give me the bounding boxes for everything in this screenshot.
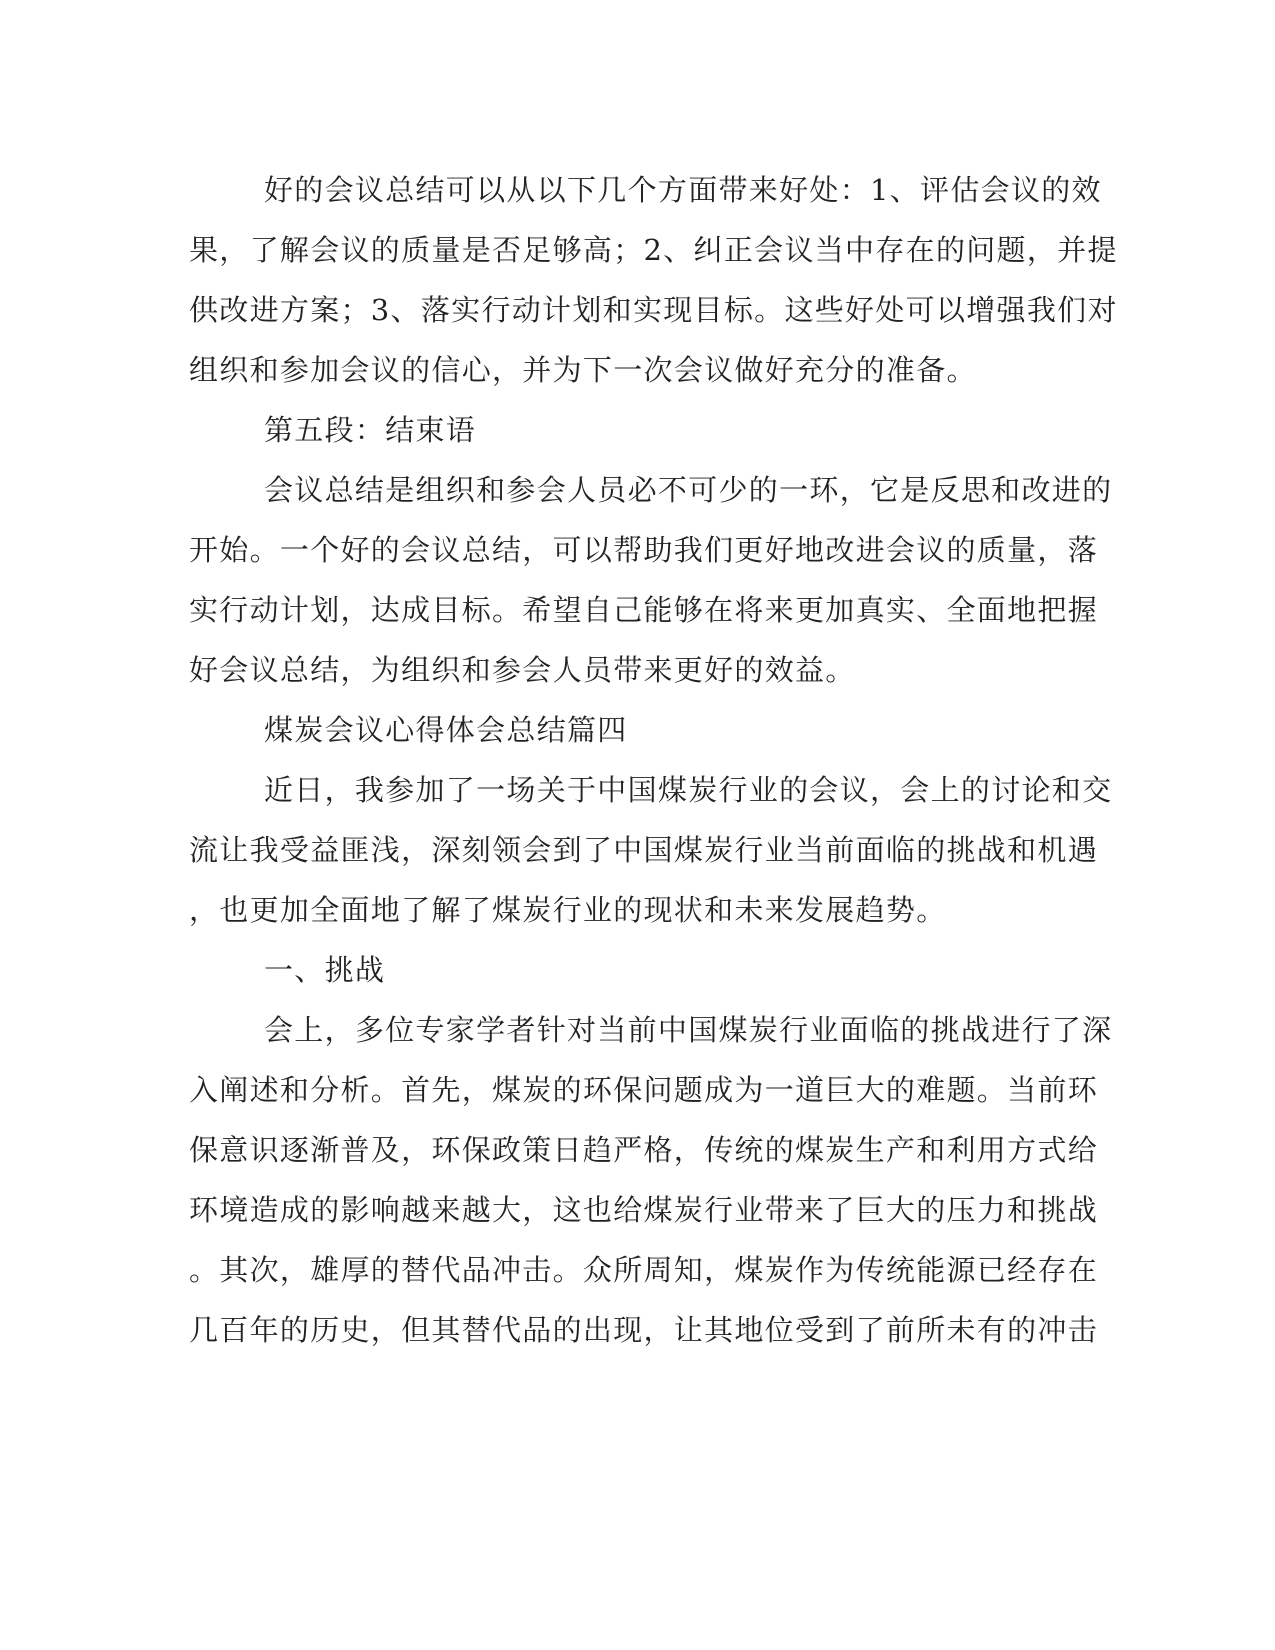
text-line: 入阐述和分析。首先，煤炭的环保问题成为一道巨大的难题。当前环 <box>189 1073 1099 1107</box>
text-line: 几百年的历史，但其替代品的出现，让其地位受到了前所未有的冲击 <box>189 1313 1099 1347</box>
section-heading-text: 一、挑战 <box>264 953 386 987</box>
section-heading-text: 第五段：结束语 <box>264 413 477 447</box>
text-line: 会上，多位专家学者针对当前中国煤炭行业面临的挑战进行了深 <box>264 1013 1113 1047</box>
text-line: 果，了解会议的质量是否足够高；2、纠正会议当中存在的问题，并提 <box>189 233 1118 267</box>
text-line: 好的会议总结可以从以下几个方面带来好处：1、评估会议的效 <box>264 173 1102 207</box>
text-line: ，也更加全面地了解了煤炭行业的现状和未来发展趋势。 <box>189 893 947 927</box>
text-line: 好会议总结，为组织和参会人员带来更好的效益。 <box>189 653 856 687</box>
paragraph-benefits <box>189 160 1118 400</box>
article-title <box>189 700 1089 760</box>
paragraph-challenge <box>189 1000 1113 1360</box>
text-line: 开始。一个好的会议总结，可以帮助我们更好地改进会议的质量，落 <box>189 533 1099 567</box>
text-line: 近日，我参加了一场关于中国煤炭行业的会议，会上的讨论和交 <box>264 773 1113 807</box>
text-line: 。其次，雄厚的替代品冲击。众所周知，煤炭作为传统能源已经存在 <box>189 1253 1099 1287</box>
article-title-text: 煤炭会议心得体会总结篇四 <box>264 713 628 747</box>
text-line: 流让我受益匪浅，深刻领会到了中国煤炭行业当前面临的挑战和机遇 <box>189 833 1099 867</box>
text-line: 实行动计划，达成目标。希望自己能够在将来更加真实、全面地把握 <box>189 593 1099 627</box>
document-body <box>189 160 1118 1360</box>
text-line: 环境造成的影响越来越大，这也给煤炭行业带来了巨大的压力和挑战 <box>189 1193 1099 1227</box>
paragraph-intro <box>189 760 1113 940</box>
text-line: 供改进方案；3、落实行动计划和实现目标。这些好处可以增强我们对 <box>189 293 1118 327</box>
paragraph-conclusion <box>189 460 1113 700</box>
text-line: 会议总结是组织和参会人员必不可少的一环，它是反思和改进的 <box>264 473 1113 507</box>
section-heading-five <box>189 400 1089 460</box>
section-heading-challenge <box>189 940 1089 1000</box>
text-line: 保意识逐渐普及，环保政策日趋严格，传统的煤炭生产和利用方式给 <box>189 1133 1099 1167</box>
text-line: 组织和参加会议的信心，并为下一次会议做好充分的准备。 <box>189 353 977 387</box>
